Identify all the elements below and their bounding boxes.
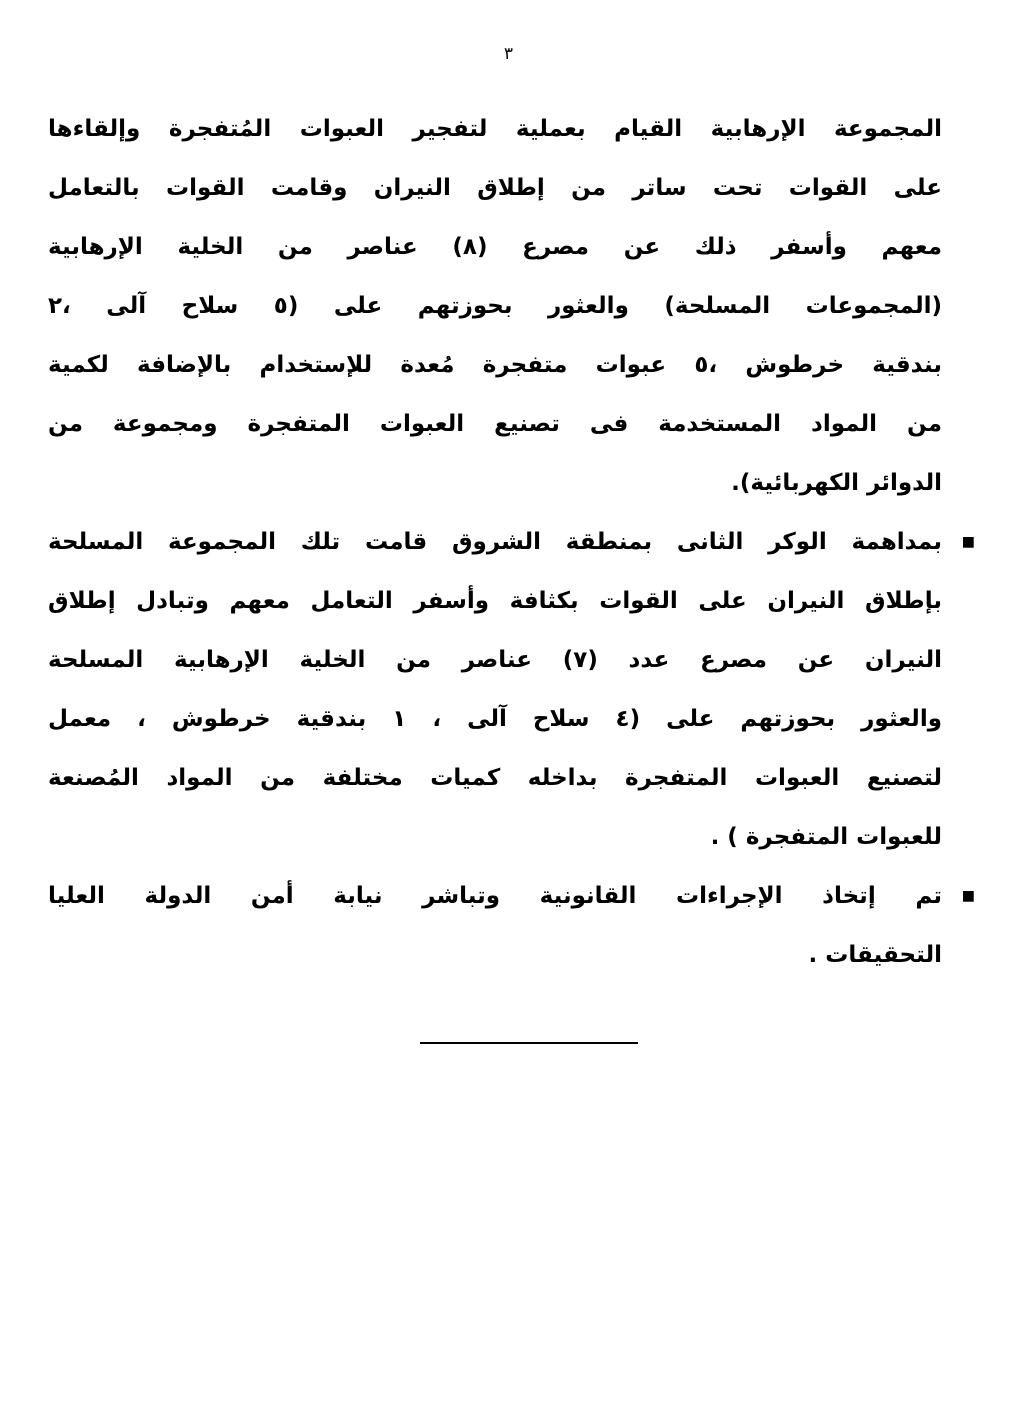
paragraph-line: بندقية خرطوش ،٥ عبوات متفجرة مُعدة للإستخدام بالإضافة لكمية: [48, 352, 942, 378]
paragraph-line: من المواد المستخدمة فى تصنيع العبوات المتفجرة ومجموعة من: [48, 411, 942, 437]
bullet-item-legal-actions: [48, 867, 975, 985]
square-bullet-icon: ■: [961, 534, 975, 550]
paragraph-line: النيران عن مصرع عدد (٧) عناصر من الخلية الإرهابية المسلحة: [48, 647, 942, 673]
paragraph-line: (المجموعات المسلحة) والعثور بحوزتهم على (٥ سلاح آلى ،٢: [48, 293, 942, 319]
document-body: [48, 100, 975, 985]
paragraph-line: للعبوات المتفجرة ) .: [710, 824, 942, 850]
paragraph-line: لتصنيع العبوات المتفجرة بداخله كميات مختلفة من المواد المُصنعة: [48, 765, 942, 791]
paragraph-line: المجموعة الإرهابية القيام بعملية لتفجير العبوات المُتفجرة وإلقاءها: [48, 116, 942, 142]
square-bullet-icon: ■: [961, 888, 975, 904]
paragraph-line: بإطلاق النيران على القوات بكثافة وأسفر التعامل معهم وتبادل إطلاق: [48, 588, 942, 614]
paragraph-line: معهم وأسفر ذلك عن مصرع (٨) عناصر من الخلية الإرهابية: [48, 234, 942, 260]
paragraph-line: التحقيقات .: [808, 942, 942, 968]
end-divider: [420, 1042, 638, 1044]
paragraph-line: على القوات تحت ساتر من إطلاق النيران وقامت القوات بالتعامل: [48, 175, 942, 201]
paragraph-line: بمداهمة الوكر الثانى بمنطقة الشروق قامت تلك المجموعة المسلحة: [48, 529, 942, 555]
paragraph-line: الدوائر الكهربائية).: [731, 470, 942, 496]
bullet-item-raid: [48, 513, 975, 867]
page-number: ٣: [503, 44, 514, 64]
paragraph-line: تم إتخاذ الإجراءات القانونية وتباشر نيابة أمن الدولة العليا: [48, 883, 942, 909]
intro-paragraph: [48, 100, 942, 513]
paragraph-line: والعثور بحوزتهم على (٤ سلاح آلى ، ١ بندقية خرطوش ، معمل: [48, 706, 943, 732]
